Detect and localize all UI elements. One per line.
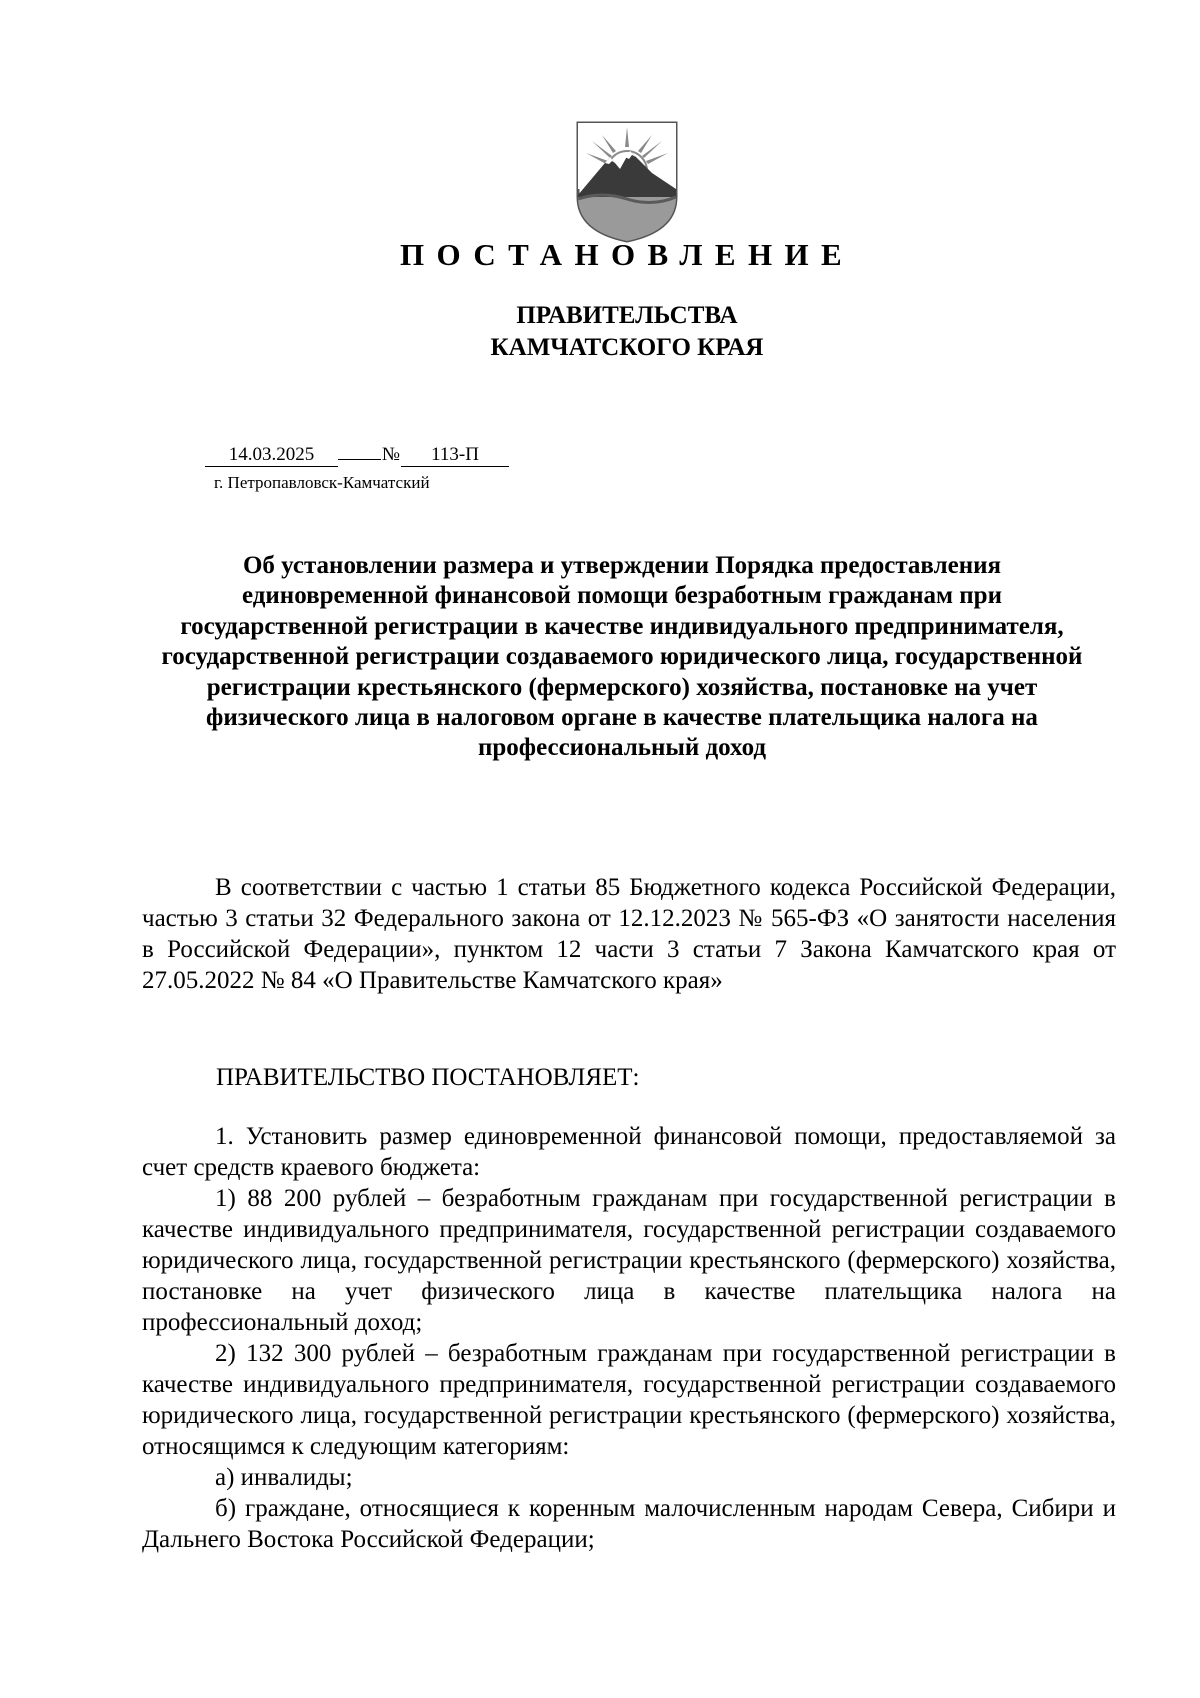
issuer-line-1: ПРАВИТЕЛЬСТВА (516, 302, 738, 329)
document-title: Об установлении размера и утверждении Порядка предоставления единовременной финансовой помощи безработным гражданам при государственной регистрации в качестве индивидуального предпринимателя, государственной регистрации создаваемого юридического лица, государственной регистрации крестьянского (фермерского) хозяйства, постановке на учет физического лица в налоговом органе в качестве плательщика налога на профессиональный доход (161, 552, 1083, 762)
document-meta (205, 444, 509, 493)
decree-keyword: ПРАВИТЕЛЬСТВО ПОСТАНОВЛЯЕТ: (216, 1064, 640, 1091)
decree-item-1-2-b: б) граждане, относящиеся к коренным малочисленным народам Севера, Сибири и Дальнего Востока Российской Федерации; (142, 1495, 1116, 1553)
document-number: 113-П (401, 444, 509, 467)
issuer-line-2: КАМЧАТСКОГО КРАЯ (490, 334, 764, 361)
preamble-paragraph: В соответствии с частью 1 статьи 85 Бюджетного кодекса Российской Федерации, частью 3 статьи 32 Федерального закона от 12.12.2023 № 565-ФЗ «О занятости населения в Российской Федерации», пунктом 12 части 3 статьи 7 Закона Камчатского края от 27.05.2022 № 84 «О Правительстве Камчатского края» (142, 874, 1116, 994)
decree-item-1: 1. Установить размер единовременной финансовой помощи, предоставляемой за счет средств краевого бюджета: (142, 1123, 1116, 1181)
date-number-row (205, 444, 509, 468)
number-sign-underline (338, 459, 381, 460)
decree-item-1-1: 1) 88 200 рублей – безработным гражданам при государственной регистрации в качестве индивидуального предпринимателя, государственной регистрации создаваемого юридического лица, государственной регистрации крестьянского (фермерского) хозяйства, постановке на учет физического лица в качестве плательщика налога на профессиональный доход; (142, 1185, 1116, 1336)
document-type: ПОСТАНОВЛЕНИЕ (399, 237, 855, 272)
preamble (142, 872, 1116, 996)
decree-items (142, 1121, 1116, 1555)
decree-item-1-2-a: а) инвалиды; (215, 1464, 353, 1491)
kamchatka-coat-of-arms-icon (572, 117, 682, 243)
document-city: г. Петропавловск-Камчатский (214, 473, 430, 492)
issuing-authority (0, 300, 1200, 364)
decree-item-1-2: 2) 132 300 рублей – безработным гражданам при государственной регистрации в качестве индивидуального предпринимателя, государственной регистрации создаваемого юридического лица, государственной регистрации крестьянского (фермерского) хозяйства, относящимся к следующим категориям: (142, 1340, 1116, 1460)
number-sign: № (381, 444, 401, 465)
document-date: 14.03.2025 (205, 444, 338, 467)
